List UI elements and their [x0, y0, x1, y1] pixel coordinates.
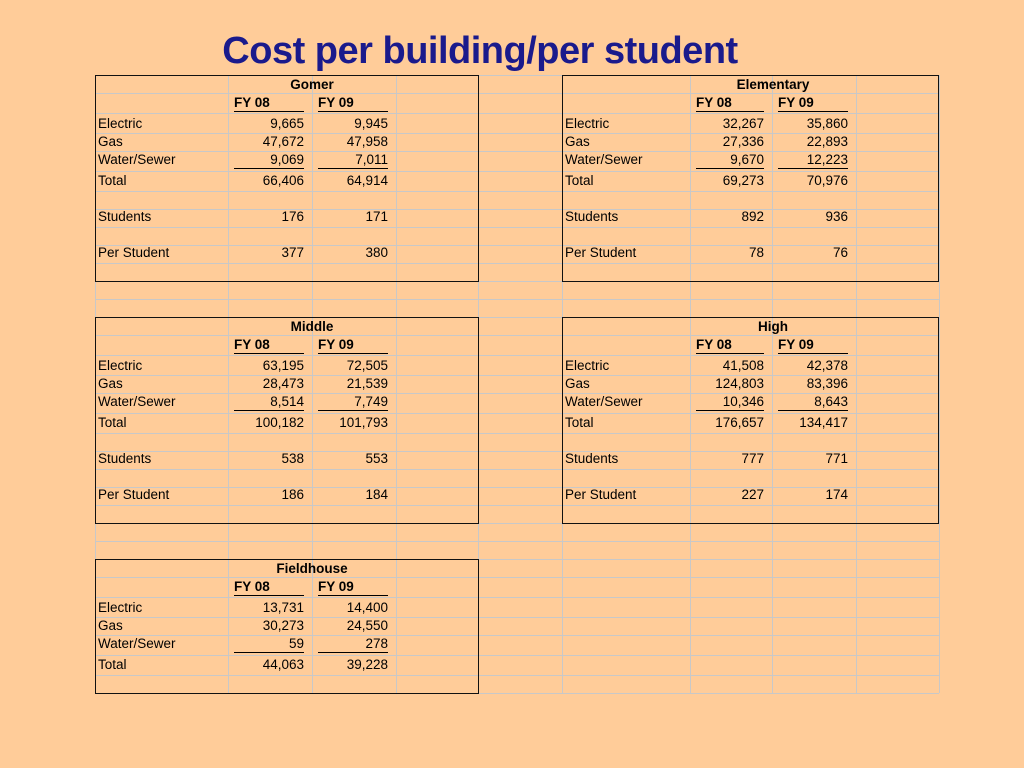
- column-header-fy08: FY 08: [696, 95, 764, 112]
- gridline-horizontal: [95, 299, 939, 300]
- gridline-horizontal: [95, 541, 939, 542]
- row-label: Water/Sewer: [565, 394, 643, 409]
- cell-fy08: 186: [281, 487, 304, 502]
- row-label: Total: [98, 415, 127, 430]
- cell-fy09: 278: [318, 636, 388, 653]
- cell-fy08: 41,508: [722, 358, 764, 373]
- cell-fy08: 30,273: [262, 618, 304, 633]
- cell-fy08: 32,267: [722, 116, 764, 131]
- row-label: Students: [565, 451, 619, 466]
- cell-fy09: 9,945: [354, 116, 388, 131]
- cell-fy09: 72,505: [346, 358, 388, 373]
- row-label: Electric: [98, 116, 143, 131]
- row-label: Per Student: [98, 487, 170, 502]
- column-header-fy08: FY 08: [234, 337, 304, 354]
- row-label: Students: [98, 209, 152, 224]
- row-label: Total: [565, 415, 594, 430]
- cell-fy09: 35,860: [806, 116, 848, 131]
- cell-fy08: 10,346: [696, 394, 764, 411]
- row-label: Electric: [565, 116, 610, 131]
- cell-fy08: 9,670: [696, 152, 764, 169]
- cell-fy08: 9,665: [270, 116, 304, 131]
- cell-fy09: 64,914: [346, 173, 388, 188]
- cell-fy09: 39,228: [346, 657, 388, 672]
- cell-fy09: 134,417: [799, 415, 848, 430]
- cell-fy08: 27,336: [722, 134, 764, 149]
- cell-fy09: 42,378: [806, 358, 848, 373]
- cell-fy09: 22,893: [806, 134, 848, 149]
- cell-fy09: 24,550: [346, 618, 388, 633]
- cell-fy08: 777: [741, 451, 764, 466]
- cell-fy09: 7,011: [318, 152, 388, 169]
- cell-fy08: 892: [741, 209, 764, 224]
- cell-fy09: 101,793: [339, 415, 388, 430]
- cell-fy09: 7,749: [318, 394, 388, 411]
- block-title: Gomer: [290, 77, 334, 92]
- cell-fy08: 227: [741, 487, 764, 502]
- column-header-fy08: FY 08: [234, 95, 304, 112]
- cell-fy08: 63,195: [262, 358, 304, 373]
- row-label: Water/Sewer: [98, 636, 176, 651]
- cell-fy09: 184: [365, 487, 388, 502]
- row-label: Total: [98, 173, 127, 188]
- column-header-fy08: FY 08: [234, 579, 304, 596]
- row-label: Water/Sewer: [98, 152, 176, 167]
- row-label: Per Student: [565, 245, 637, 260]
- block-title: High: [758, 319, 788, 334]
- row-label: Per Student: [565, 487, 637, 502]
- row-label: Gas: [98, 134, 123, 149]
- cell-fy09: 171: [365, 209, 388, 224]
- cell-fy09: 76: [832, 245, 848, 260]
- column-header-fy08: FY 08: [696, 337, 764, 354]
- cell-fy08: 538: [281, 451, 304, 466]
- cell-fy09: 936: [825, 209, 848, 224]
- cell-fy08: 78: [748, 245, 764, 260]
- row-label: Electric: [98, 358, 143, 373]
- row-label: Total: [98, 657, 127, 672]
- page-title: Cost per building/per student: [222, 30, 738, 72]
- cell-fy09: 47,958: [346, 134, 388, 149]
- column-header-fy09: FY 09: [778, 337, 848, 354]
- cell-fy08: 9,069: [234, 152, 304, 169]
- cell-fy09: 21,539: [346, 376, 388, 391]
- row-label: Gas: [565, 134, 590, 149]
- cell-fy09: 83,396: [806, 376, 848, 391]
- row-label: Students: [565, 209, 619, 224]
- cell-fy09: 380: [365, 245, 388, 260]
- column-header-fy09: FY 09: [778, 95, 848, 112]
- cell-fy08: 176: [281, 209, 304, 224]
- cell-fy08: 69,273: [722, 173, 764, 188]
- row-label: Gas: [98, 618, 123, 633]
- block-title: Elementary: [736, 77, 810, 92]
- cell-fy09: 70,976: [806, 173, 848, 188]
- row-label: Students: [98, 451, 152, 466]
- cell-fy08: 59: [234, 636, 304, 653]
- cell-fy09: 771: [825, 451, 848, 466]
- cell-fy08: 377: [281, 245, 304, 260]
- row-label: Electric: [98, 600, 143, 615]
- cell-fy09: 553: [365, 451, 388, 466]
- cell-fy09: 8,643: [778, 394, 848, 411]
- cell-fy08: 124,803: [715, 376, 764, 391]
- cell-fy08: 13,731: [262, 600, 304, 615]
- column-header-fy09: FY 09: [318, 579, 388, 596]
- column-header-fy09: FY 09: [318, 95, 388, 112]
- row-label: Total: [565, 173, 594, 188]
- row-label: Water/Sewer: [565, 152, 643, 167]
- block-title: Middle: [290, 319, 334, 334]
- cell-fy09: 14,400: [346, 600, 388, 615]
- cell-fy08: 176,657: [715, 415, 764, 430]
- column-header-fy09: FY 09: [318, 337, 388, 354]
- row-label: Gas: [565, 376, 590, 391]
- cell-fy09: 12,223: [778, 152, 848, 169]
- gridline-vertical: [939, 75, 940, 693]
- cell-fy08: 66,406: [262, 173, 304, 188]
- cell-fy08: 100,182: [255, 415, 304, 430]
- cell-fy08: 47,672: [262, 134, 304, 149]
- cell-fy08: 28,473: [262, 376, 304, 391]
- row-label: Per Student: [98, 245, 170, 260]
- row-label: Electric: [565, 358, 610, 373]
- block-title: Fieldhouse: [276, 561, 348, 576]
- cell-fy08: 8,514: [234, 394, 304, 411]
- row-label: Gas: [98, 376, 123, 391]
- cell-fy09: 174: [825, 487, 848, 502]
- row-label: Water/Sewer: [98, 394, 176, 409]
- cell-fy08: 44,063: [262, 657, 304, 672]
